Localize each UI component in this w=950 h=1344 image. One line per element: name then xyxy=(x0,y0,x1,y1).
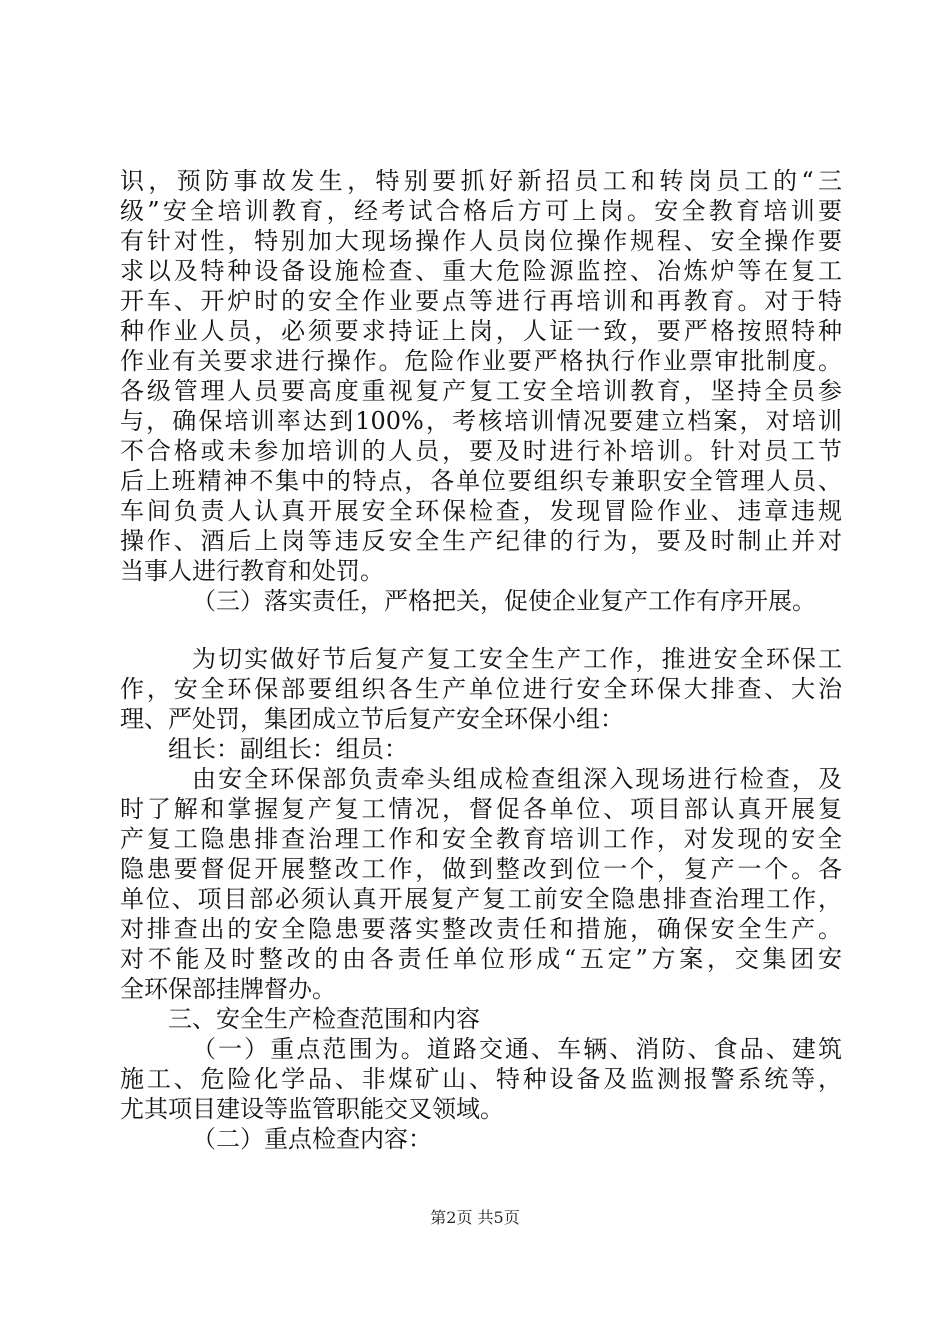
text-line: 与，确保培训率达到100%，考核培训情况要建立档案，对培训 xyxy=(120,407,842,435)
text-line: 种作业人员，必须要求持证上岗，人证一致，要严格按照特种 xyxy=(120,317,842,345)
text-line: 单位、项目部必须认真开展复产复工前安全隐患排查治理工作， xyxy=(120,885,842,913)
paragraph-inspection xyxy=(120,764,842,1004)
text-line: 产复工隐患排查治理工作和安全教育培训工作，对发现的安全 xyxy=(120,825,842,853)
list-item-content: （二）重点检查内容： xyxy=(192,1125,432,1153)
subheading-responsibility: （三）落实责任，严格把关，促使企业复产工作有序开展。 xyxy=(192,587,816,615)
text-line: 对排查出的安全隐患要落实整改责任和措施，确保安全生产。 xyxy=(120,915,842,943)
text-line: 为切实做好节后复产复工安全生产工作，推进安全环保工 xyxy=(192,645,842,673)
text-line: 识，预防事故发生，特别要抓好新招员工和转岗员工的“三 xyxy=(120,167,842,195)
text-line: 级”安全培训教育，经考试合格后方可上岗。安全教育培训要 xyxy=(120,197,842,225)
text-line: （一）重点范围为。道路交通、车辆、消防、食品、建筑 xyxy=(192,1035,842,1063)
text-line: 车间负责人认真开展安全环保检查，发现冒险作业、违章违规 xyxy=(120,497,842,525)
document-body xyxy=(120,166,842,1154)
text-line: 操作、酒后上岗等违反安全生产纪律的行为，要及时制止并对 xyxy=(120,527,842,555)
text-line: 时了解和掌握复产复工情况，督促各单位、项目部认真开展复 xyxy=(120,795,842,823)
paragraph-gap xyxy=(120,616,842,644)
section-title: 三、安全生产检查范围和内容 xyxy=(168,1005,480,1033)
text-line: 求以及特种设备设施检查、重大危险源监控、冶炼炉等在复工 xyxy=(120,257,842,285)
text-line: 作，安全环保部要组织各生产单位进行安全环保大排查、大治 xyxy=(120,675,842,703)
text-line: 当事人进行教育和处罚。 xyxy=(120,557,384,585)
text-line: 各级管理人员要高度重视复产复工安全培训教育，坚持全员参 xyxy=(120,377,842,405)
text-line: 后上班精神不集中的特点，各单位要组织专兼职安全管理人员、 xyxy=(120,467,842,495)
text-line: 由安全环保部负责牵头组成检查组深入现场进行检查，及 xyxy=(192,765,842,793)
text-line: 全环保部挂牌督办。 xyxy=(120,975,336,1003)
page-number-footer: 第2页 共5页 xyxy=(430,1208,520,1227)
paragraph-resumption xyxy=(120,644,842,734)
group-roles: 组长：副组长：组员： xyxy=(168,735,408,763)
text-line: 对不能及时整改的由各责任单位形成“五定”方案，交集团安 xyxy=(120,945,842,973)
text-line: 不合格或未参加培训的人员，要及时进行补培训。针对员工节 xyxy=(120,437,842,465)
text-line: 开车、开炉时的安全作业要点等进行再培训和再教育。对于特 xyxy=(120,287,842,315)
paragraph-training xyxy=(120,166,842,586)
text-line: 作业有关要求进行操作。危险作业要严格执行作业票审批制度。 xyxy=(120,347,842,375)
list-item-scope xyxy=(120,1034,842,1124)
text-line: 隐患要督促开展整改工作，做到整改到位一个，复产一个。各 xyxy=(120,855,842,883)
text-line: 尤其项目建设等监管职能交叉领域。 xyxy=(120,1095,504,1123)
text-line: 有针对性，特别加大现场操作人员岗位操作规程、安全操作要 xyxy=(120,227,842,255)
text-line: 施工、危险化学品、非煤矿山、特种设备及监测报警系统等， xyxy=(120,1065,842,1093)
text-line: 理、严处罚，集团成立节后复产安全环保小组： xyxy=(120,705,624,733)
